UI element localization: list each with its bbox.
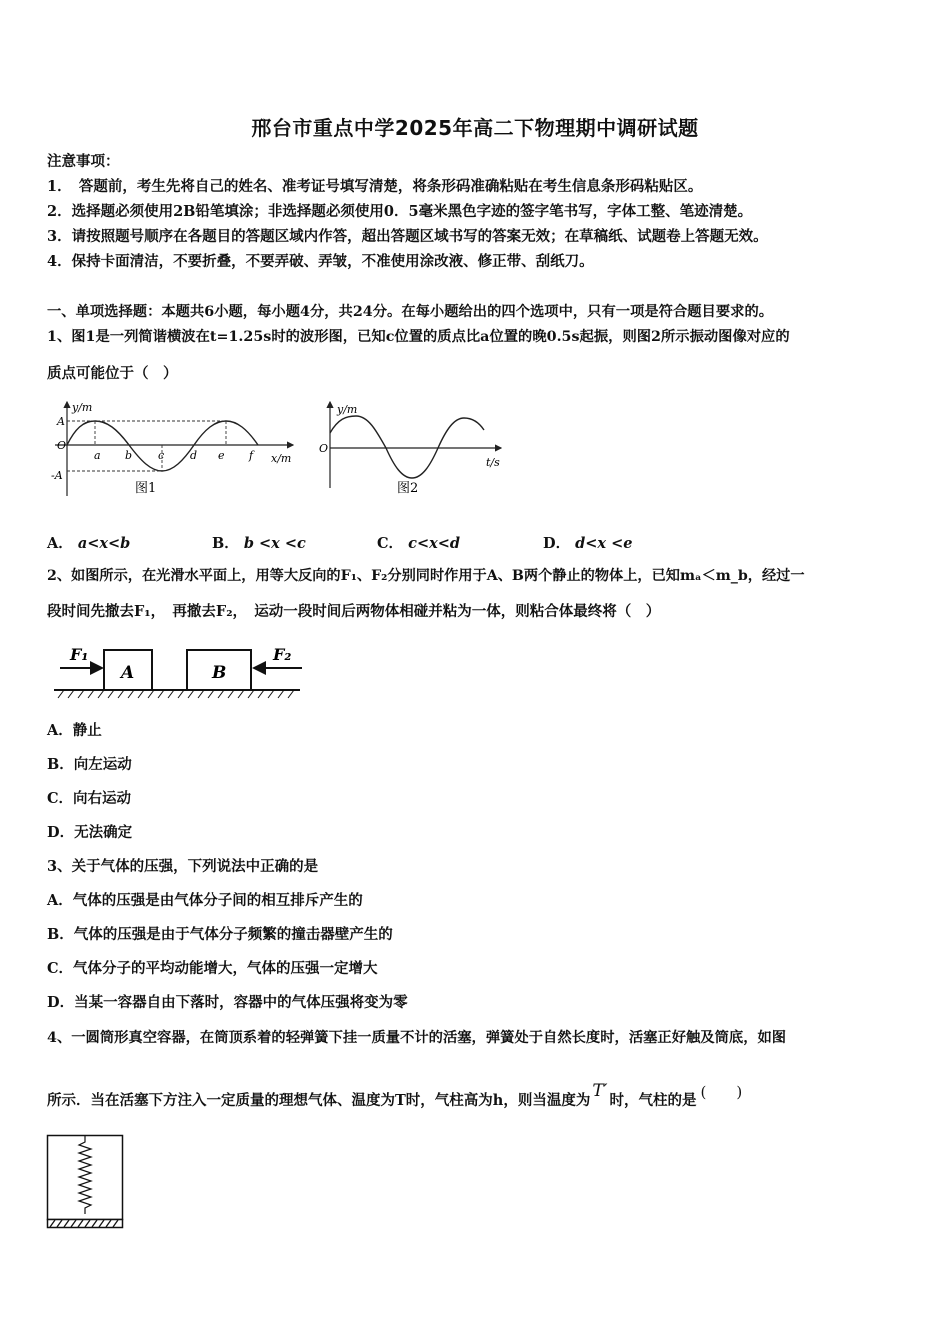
question-4-stem: 4、一圆筒形真空容器，在筒顶系着的轻弹簧下挂一质量不计的活塞，弹簧处于自然长度时，活塞正好触及筒底，如图 [47,1030,787,1046]
option-text: d<x <e [575,535,633,552]
t-axis-label: t/s [486,456,500,469]
stem-text: 所示．当在活塞下方注入一定质量的理想气体、温度为T时，气柱高为h，则当温度为 [47,1092,591,1109]
notice-item: 2．选择题必须使用2B铅笔填涂；非选择题必须使用0．5毫米黑色字迹的签字笔书写，字体工整、笔迹清楚。 [47,203,753,220]
option-b[interactable] [212,532,306,553]
point-a-label: a [94,449,101,462]
point-e-label: e [218,449,225,462]
option-a[interactable]: A．气体的压强是由气体分子间的相互排斥产生的 [47,892,363,909]
point-b-label: b [125,449,133,462]
option-d[interactable] [543,532,633,553]
stem-text: 时，气柱的是 [609,1092,697,1109]
question-1-stem: 1、图1是一列简谐横波在t=1.25s时的波形图，已知c位置的质点比a位置的晚0.5s起振，则图2所示振动图像对应的 [47,329,790,345]
origin-label: O [57,439,67,452]
option-d[interactable]: D．当某一容器自由下落时，容器中的气体压强将变为零 [47,994,408,1011]
point-c-label: c [158,449,165,462]
section-heading: 一、单项选择题：本题共6小题，每小题4分，共24分。在每小题给出的四个选项中，只有一项是符合题目要求的。 [47,304,774,320]
figure-blocks-forces [54,640,309,706]
point-f-label: f [249,449,254,462]
block-b-label: B [212,663,227,683]
option-c[interactable]: C．向右运动 [47,790,132,807]
option-letter: C． [377,535,404,552]
question-1-stem-cont: 质点可能位于（ ） [47,365,178,382]
option-d[interactable]: D．无法确定 [47,824,133,841]
option-letter: B． [212,535,239,552]
notice-heading: 注意事项： [47,153,120,170]
question-4-stem-cont [47,1081,743,1111]
page-title: 邢台市重点中学2025年高二下物理期中调研试题 [251,116,699,140]
option-letter: D． [543,535,571,552]
answer-bracket: ( ) [700,1083,743,1101]
vibration-curve [330,416,484,478]
cylinder-outline [48,1136,123,1220]
figure-1-caption: 图1 [135,481,157,496]
ground-hatching [58,690,294,698]
negative-amplitude-label: -A [51,469,63,482]
figure-2-vibration-graph [316,396,511,502]
option-c[interactable]: C．气体分子的平均动能增大，气体的压强一定增大 [47,960,378,977]
option-b[interactable]: B．气体的压强是由于气体分子频繁的撞击器壁产生的 [47,926,393,943]
option-text: b <x <c [243,535,306,552]
notice-item: 1． 答题前，考生先将自己的姓名、准考证号填写清楚，将条形码准确粘贴在考生信息条形码粘贴区。 [47,178,703,195]
option-letter: A． [47,535,73,552]
y-axis-label: y/m [72,401,93,414]
origin-label: O [319,442,329,455]
y-axis-label: y/m [337,403,358,416]
option-a[interactable] [47,532,130,553]
force-f2-label: F₂ [273,645,292,664]
point-d-label: d [190,449,198,462]
wave-curve [67,421,258,471]
figure-1-wave-graph [45,396,305,502]
option-a[interactable]: A．静止 [47,722,102,739]
temperature-symbol: T′ [592,1081,608,1101]
question-2-stem-cont: 段时间先撤去F₁， 再撤去F₂， 运动一段时间后两物体相碰并粘为一体，则粘合体最终将（ ） [47,603,661,620]
question-3-stem: 3、关于气体的压强，下列说法中正确的是 [47,858,319,875]
x-axis-label: x/m [271,452,292,465]
block-a-label: A [121,663,135,683]
figure-cylinder-spring [46,1134,126,1230]
amplitude-label: A [57,415,65,428]
notice-item: 3．请按照题号顺序在各题目的答题区域内作答，超出答题区域书写的答案无效；在草稿纸、试题卷上答题无效。 [47,228,768,245]
figure-2-caption: 图2 [397,481,419,496]
option-text: a<x<b [77,535,131,552]
notice-item: 4．保持卡面清洁，不要折叠，不要弄破、弄皱，不准使用涂改液、修正带、刮纸刀。 [47,253,594,270]
question-2-stem: 2、如图所示，在光滑水平面上，用等大反向的F₁、F₂分别同时作用于A、B两个静止的物体上，已知mₐ＜m_b，经过一 [47,568,805,584]
force-f1-label: F₁ [70,645,89,664]
option-b[interactable]: B．向左运动 [47,756,132,773]
option-c[interactable] [377,532,460,553]
option-text: c<x<d [408,535,461,552]
